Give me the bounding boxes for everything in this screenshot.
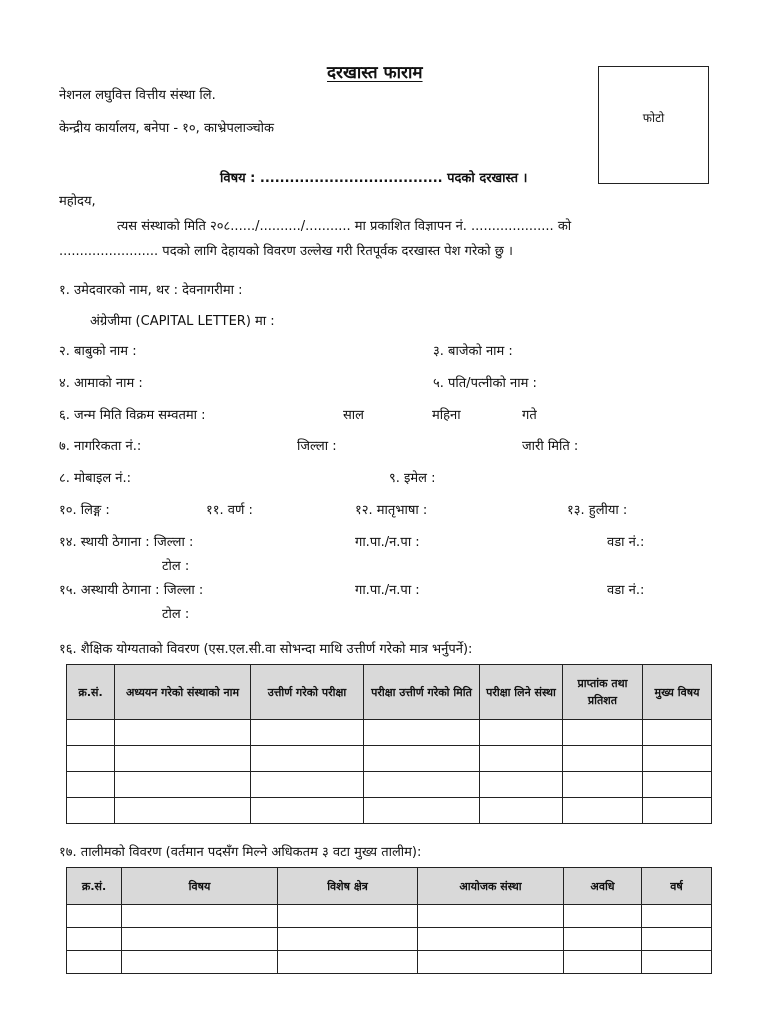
table-cell[interactable] <box>364 798 480 824</box>
training-col-specialization: विशेष क्षेत्र <box>278 868 418 905</box>
table-cell[interactable] <box>278 905 418 928</box>
organization-address: केन्द्रीय कार्यालय, बनेपा - १०, काभ्रेपलाञ्चोक <box>59 121 274 136</box>
table-row <box>67 928 712 951</box>
field-gender: १०. लिङ्ग : <box>59 503 110 518</box>
table-cell[interactable] <box>251 720 364 746</box>
table-cell[interactable] <box>643 798 712 824</box>
field-email: ९. इमेल : <box>389 471 436 486</box>
education-col-major-subject: मुख्य विषय <box>643 665 712 720</box>
table-cell[interactable] <box>115 772 251 798</box>
field-dob-month: महिना <box>432 408 461 423</box>
field-temporary-ward: वडा नं.: <box>607 583 645 598</box>
table-cell[interactable] <box>115 798 251 824</box>
table-cell[interactable] <box>67 772 115 798</box>
table-cell[interactable] <box>643 746 712 772</box>
subject-line: विषय : ..................................... पदको दरखास्त । <box>220 171 528 186</box>
table-row <box>67 720 712 746</box>
table-cell[interactable] <box>563 720 643 746</box>
field-grandfather-name: ३. बाजेको नाम : <box>433 344 513 359</box>
table-cell[interactable] <box>642 928 712 951</box>
salutation: महोदय, <box>59 194 96 209</box>
table-cell[interactable] <box>418 905 564 928</box>
table-cell[interactable] <box>122 951 278 974</box>
table-row <box>67 798 712 824</box>
table-cell[interactable] <box>364 772 480 798</box>
field-permanent-municipality: गा.पा./न.पा : <box>355 535 420 550</box>
table-cell[interactable] <box>563 772 643 798</box>
field-mother-name: ४. आमाको नाम : <box>59 376 143 391</box>
table-cell[interactable] <box>480 720 563 746</box>
field-mobile-number: ८. मोबाइल नं.: <box>59 471 132 486</box>
education-col-exam-passed: उत्तीर्ण गरेको परीक्षा <box>251 665 364 720</box>
table-cell[interactable] <box>564 905 642 928</box>
field-temporary-tole: टोल : <box>162 607 190 622</box>
photo-box[interactable] <box>598 66 709 184</box>
field-name-english: अंग्रेजीमा (CAPITAL LETTER) मा : <box>90 314 275 329</box>
training-col-serial: क्र.सं. <box>67 868 122 905</box>
body-line-1: त्यस संस्थाको मिति २०८....../........../........... मा प्रकाशित विज्ञापन नं. .................... को <box>117 219 572 234</box>
table-row <box>67 772 712 798</box>
table-row <box>67 905 712 928</box>
field-father-name: २. बाबुको नाम : <box>59 344 137 359</box>
table-cell[interactable] <box>67 905 122 928</box>
field-appearance: १३. हुलीया : <box>567 503 628 518</box>
organization-name: नेशनल लघुवित्त वित्तीय संस्था लि. <box>59 88 216 103</box>
table-cell[interactable] <box>278 951 418 974</box>
table-cell[interactable] <box>67 720 115 746</box>
education-col-serial: क्र.सं. <box>67 665 115 720</box>
table-cell[interactable] <box>564 951 642 974</box>
table-cell[interactable] <box>122 928 278 951</box>
field-permanent-address-district: १४. स्थायी ठेगाना : जिल्ला : <box>59 535 194 550</box>
table-row <box>67 746 712 772</box>
field-spouse-name: ५. पति/पत्नीको नाम : <box>433 376 537 391</box>
table-cell[interactable] <box>564 928 642 951</box>
table-cell[interactable] <box>122 905 278 928</box>
education-col-exam-board: परीक्षा लिने संस्था <box>480 665 563 720</box>
table-cell[interactable] <box>643 772 712 798</box>
field-permanent-tole: टोल : <box>162 559 190 574</box>
education-heading: १६. शैक्षिक योग्यताको विवरण (एस.एल.सी.वा सोभन्दा माथि उत्तीर्ण गरेको मात्र भर्नुपर्ने): <box>59 642 473 657</box>
table-cell[interactable] <box>251 772 364 798</box>
field-caste: ११. वर्ण : <box>206 503 253 518</box>
table-cell[interactable] <box>115 720 251 746</box>
table-cell[interactable] <box>115 746 251 772</box>
photo-label: फोटो <box>642 111 665 125</box>
education-header-row <box>67 665 712 720</box>
form-title: दरखास्त फाराम <box>327 63 423 83</box>
table-cell[interactable] <box>251 798 364 824</box>
table-cell[interactable] <box>251 746 364 772</box>
table-cell[interactable] <box>480 798 563 824</box>
training-col-subject: विषय <box>122 868 278 905</box>
field-temporary-address-district: १५. अस्थायी ठेगाना : जिल्ला : <box>59 583 204 598</box>
field-permanent-ward: वडा नं.: <box>607 535 645 550</box>
table-cell[interactable] <box>278 928 418 951</box>
field-mother-tongue: १२. मातृभाषा : <box>355 503 428 518</box>
field-citizenship-district: जिल्ला : <box>297 439 337 454</box>
table-cell[interactable] <box>67 798 115 824</box>
field-dob-day: गते <box>522 408 537 423</box>
table-cell[interactable] <box>563 746 643 772</box>
body-line-2: ........................ पदको लागि देहायको विवरण उल्लेख गरी रितपूर्वक दरखास्त पेश गरेको छु । <box>59 244 513 259</box>
training-col-organizer: आयोजक संस्था <box>418 868 564 905</box>
table-cell[interactable] <box>364 720 480 746</box>
training-col-year: वर्ष <box>642 868 712 905</box>
education-col-institution: अध्ययन गरेको संस्थाको नाम <box>115 665 251 720</box>
field-name-devanagari: १. उमेदवारको नाम, थर : देवनागरीमा : <box>59 283 243 298</box>
table-cell[interactable] <box>418 951 564 974</box>
training-col-duration: अवधि <box>564 868 642 905</box>
table-cell[interactable] <box>480 746 563 772</box>
field-citizenship-number: ७. नागरिकता नं.: <box>59 439 142 454</box>
table-cell[interactable] <box>642 905 712 928</box>
field-dob-year: साल <box>343 408 364 423</box>
education-col-pass-date: परीक्षा उत्तीर्ण गरेको मिति <box>364 665 480 720</box>
training-header-row <box>67 868 712 905</box>
table-cell[interactable] <box>480 772 563 798</box>
table-cell[interactable] <box>643 720 712 746</box>
table-cell[interactable] <box>67 928 122 951</box>
table-row <box>67 951 712 974</box>
field-citizenship-issue-date: जारी मिति : <box>522 439 579 454</box>
training-heading: १७. तालीमको विवरण (वर्तमान पदसँग मिल्ने अधिकतम ३ वटा मुख्य तालीम): <box>59 845 422 860</box>
table-cell[interactable] <box>563 798 643 824</box>
table-cell[interactable] <box>67 746 115 772</box>
table-cell[interactable] <box>67 951 122 974</box>
field-date-of-birth: ६. जन्म मिति विक्रम सम्वतमा : <box>59 408 206 423</box>
education-table <box>66 664 712 824</box>
training-table <box>66 867 712 974</box>
education-col-score: प्राप्तांक तथा प्रतिशत <box>563 665 643 720</box>
table-cell[interactable] <box>364 746 480 772</box>
field-temporary-municipality: गा.पा./न.पा : <box>355 583 420 598</box>
table-cell[interactable] <box>418 928 564 951</box>
table-cell[interactable] <box>642 951 712 974</box>
